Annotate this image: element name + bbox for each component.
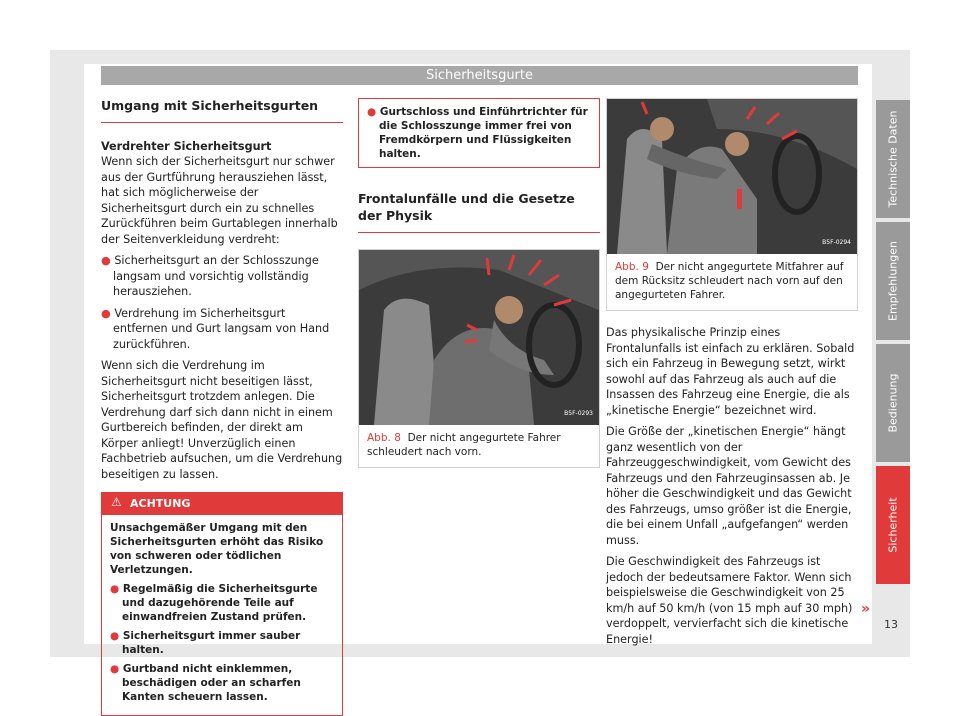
bullet-item [101,253,343,300]
chapter-header: Sicherheitsgurte [101,66,858,85]
figure-caption-text: Der nicht angegurtete Mitfahrer auf dem Rücksitz schleudert nach vorn auf den angegurteten Fahrer. [615,261,844,301]
note-text: Gurtschloss und Einführtrichter für die Schlosszunge immer frei von Fremdkörpern und Flüssigkeiten halten. [379,106,588,160]
illustration-passenger [607,99,857,254]
warning-item-text: Sicherheitsgurt immer sauber halten. [122,629,301,656]
warning-header [102,493,342,515]
figure-code: B5F-0294 [822,238,851,246]
bullet-text: Sicherheitsgurt an der Schlosszunge langsam und vorsichtig vollständig herausziehen. [113,254,319,298]
section-title: Frontalunfälle und die Gesetze der Physik [358,190,600,233]
continue-arrow-icon: » [861,601,871,617]
figure-caption-text: Der nicht angegurtete Fahrer schleudert nach vorn. [367,432,561,458]
tab-label: Technische Daten [886,110,900,208]
warning-body [102,515,342,715]
note-item [367,105,591,161]
column-left [101,98,343,716]
figure-8 [358,249,600,468]
tab-sicherheit[interactable] [876,466,910,584]
section-title: Umgang mit Sicherheitsgurten [101,98,343,123]
driver-illustration-image [359,250,599,425]
warning-item [110,582,334,624]
paragraph: Die Größe der „kinetischen Energie“ hängt ganz wesentlich von der Fahrzeuggeschwindigkeit, vom Gewicht des Fahrzeugs und den Fahrzeuginsassen ab. Je höher die Geschwindigkeit und das Gewicht des Fahrzeugs, umso größer ist die Energie, die bei einem Unfall „aufgefangen“ werden muss. [606,425,852,547]
bullet-icon: ● [110,582,123,595]
warning-item-text: Regelmäßig die Sicherheitsgurte und dazugehörende Teile auf einwandfreien Zustand prüfen. [122,582,318,623]
warning-label: ACHTUNG [130,497,191,510]
warning-item [110,629,334,657]
bullet-text: Verdrehung im Sicherheitsgurt entfernen und Gurt langsam von Hand zurückführen. [113,306,330,351]
figure-9 [606,98,858,311]
page-number: 13 [884,618,898,631]
tab-technische-daten[interactable] [876,100,910,218]
warning-box [101,492,343,716]
figure-label: Abb. 8 [367,432,401,444]
figure-caption [607,254,857,310]
column-middle [358,98,600,468]
paragraph: Die Geschwindigkeit des Fahrzeugs ist jedoch der bedeutsamere Faktor. Wenn sich beispielsweise die Geschwindigkeit von 25 km/h auf 50 km/h (von 15 mph auf 30 mph) verdoppelt, vervierfacht sich die kinetische Energie! [606,555,853,646]
bullet-icon: ● [367,106,380,118]
figure-caption [359,425,599,467]
tab-label: Bedienung [886,373,900,433]
bullet-icon: ● [110,662,123,675]
warning-intro: Unsachgemäßer Umgang mit den Sicherheitsgurten erhöht das Risiko von schweren oder tödlichen Verletzungen. [110,521,324,576]
illustration-driver [359,250,599,425]
warning-item-text: Gurtband nicht einklemmen, beschädigen oder an scharfen Kanten scheuern lassen. [122,662,301,703]
passenger-illustration-image [607,99,857,254]
note-box [358,98,600,168]
chapter-tabs [876,100,910,588]
paragraph: Das physikalische Prinzip eines Frontalunfalls ist einfach zu erklären. Sobald sich ein Fahrzeug in Bewegung setzt, wirkt sowohl auf das Fahrzeug als auch auf die Insassen des Fahrzeug eine Energie, die als „kinetische Energie“ bezeichnet wird. [606,326,855,417]
bullet-icon: ● [101,306,115,320]
warning-triangle-icon: ⚠ [111,495,122,509]
tab-bedienung[interactable] [876,344,910,462]
paragraph: Wenn sich die Verdrehung im Sicherheitsgurt nicht beseitigen lässt, Sicherheitsgurt trotzdem anlegen. Die Verdrehung darf sich dann nicht in einem Gurtbereich befinden, der direkt am Körper anliegt! Unverzüglich einen Fachbetrieb aufsuchen, um die Verdrehung beseitigen zu lassen. [101,359,343,481]
bullet-icon: ● [110,629,123,642]
sub-heading: Verdrehter Sicherheitsgurt [101,139,272,153]
paragraph: Wenn sich der Sicherheitsgurt nur schwer aus der Gurtführung herausziehen lässt, hat sich möglicherweise der Sicherheitsgurt durch ein zu schnelles Zurückführen beim Gurtablegen innerhalb der Seitenverkleidung verdreht: [101,155,338,246]
bullet-item [101,306,343,353]
column-right [606,98,858,653]
figure-label: Abb. 9 [615,261,649,273]
tab-empfehlungen[interactable] [876,222,910,340]
warning-item [110,662,334,704]
tab-label: Sicherheit [886,497,900,553]
bullet-icon: ● [101,254,115,267]
tab-label: Empfehlungen [886,241,900,321]
figure-code: B5F-0293 [564,409,593,417]
